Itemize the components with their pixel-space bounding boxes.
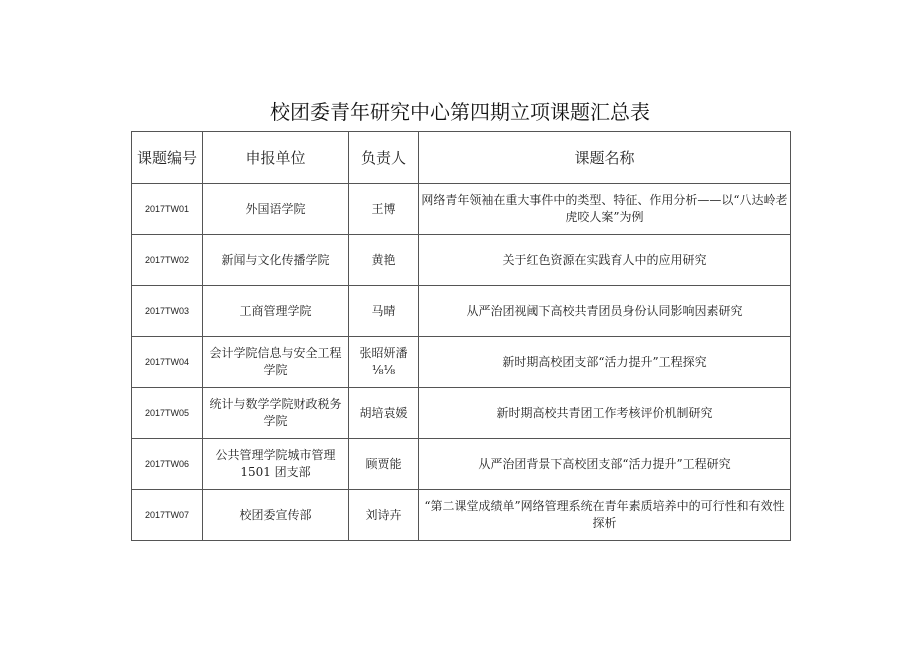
cell-unit: 统计与数学学院财政税务学院: [203, 388, 349, 439]
cell-code: 2017TW05: [132, 388, 203, 439]
cell-unit: 工商管理学院: [203, 286, 349, 337]
cell-code: 2017TW01: [132, 184, 203, 235]
table-row: [132, 235, 791, 286]
cell-topic: 关于红色资源在实践育人中的应用研究: [419, 235, 791, 286]
cell-person: 黄艳: [349, 235, 419, 286]
cell-person: 马晴: [349, 286, 419, 337]
column-header-topic: 课题名称: [419, 132, 791, 184]
cell-topic: 从严治团背景下高校团支部“活力提升”工程研究: [419, 439, 791, 490]
table-row: [132, 439, 791, 490]
cell-person: 张昭妍潘⅛⅛: [349, 337, 419, 388]
table-row: [132, 286, 791, 337]
column-header-unit: 申报单位: [203, 132, 349, 184]
table-row: [132, 490, 791, 541]
cell-code: 2017TW03: [132, 286, 203, 337]
cell-unit: 公共管理学院城市管理 1501 团支部: [203, 439, 349, 490]
cell-topic: 新时期高校共青团工作考核评价机制研究: [419, 388, 791, 439]
cell-code: 2017TW02: [132, 235, 203, 286]
cell-person: 王博: [349, 184, 419, 235]
cell-topic: “第二课堂成绩单”网络管理系统在青年素质培养中的可行性和有效性探析: [419, 490, 791, 541]
cell-unit: 新闻与文化传播学院: [203, 235, 349, 286]
cell-code: 2017TW07: [132, 490, 203, 541]
table-row: [132, 337, 791, 388]
cell-person: 刘诗卉: [349, 490, 419, 541]
cell-person: 顾贾能: [349, 439, 419, 490]
cell-unit: 校团委宣传部: [203, 490, 349, 541]
cell-topic: 新时期高校团支部“活力提升”工程探究: [419, 337, 791, 388]
cell-unit: 外国语学院: [203, 184, 349, 235]
page-title: 校团委青年研究中心第四期立项课题汇总表: [270, 100, 650, 124]
cell-topic: 从严治团视阈下高校共青团员身份认同影响因素研究: [419, 286, 791, 337]
cell-person: 胡培袁媛: [349, 388, 419, 439]
topic-summary-table: [131, 131, 791, 541]
cell-topic: 网络青年领袖在重大事件中的类型、特征、作用分析——以“八达岭老虎咬人案”为例: [419, 184, 791, 235]
table-row: [132, 388, 791, 439]
cell-code: 2017TW06: [132, 439, 203, 490]
cell-code: 2017TW04: [132, 337, 203, 388]
column-header-code: 课题编号: [132, 132, 203, 184]
column-header-person: 负责人: [349, 132, 419, 184]
table-row: [132, 184, 791, 235]
cell-unit: 会计学院信息与安全工程学院: [203, 337, 349, 388]
table-header-row: [132, 132, 791, 184]
